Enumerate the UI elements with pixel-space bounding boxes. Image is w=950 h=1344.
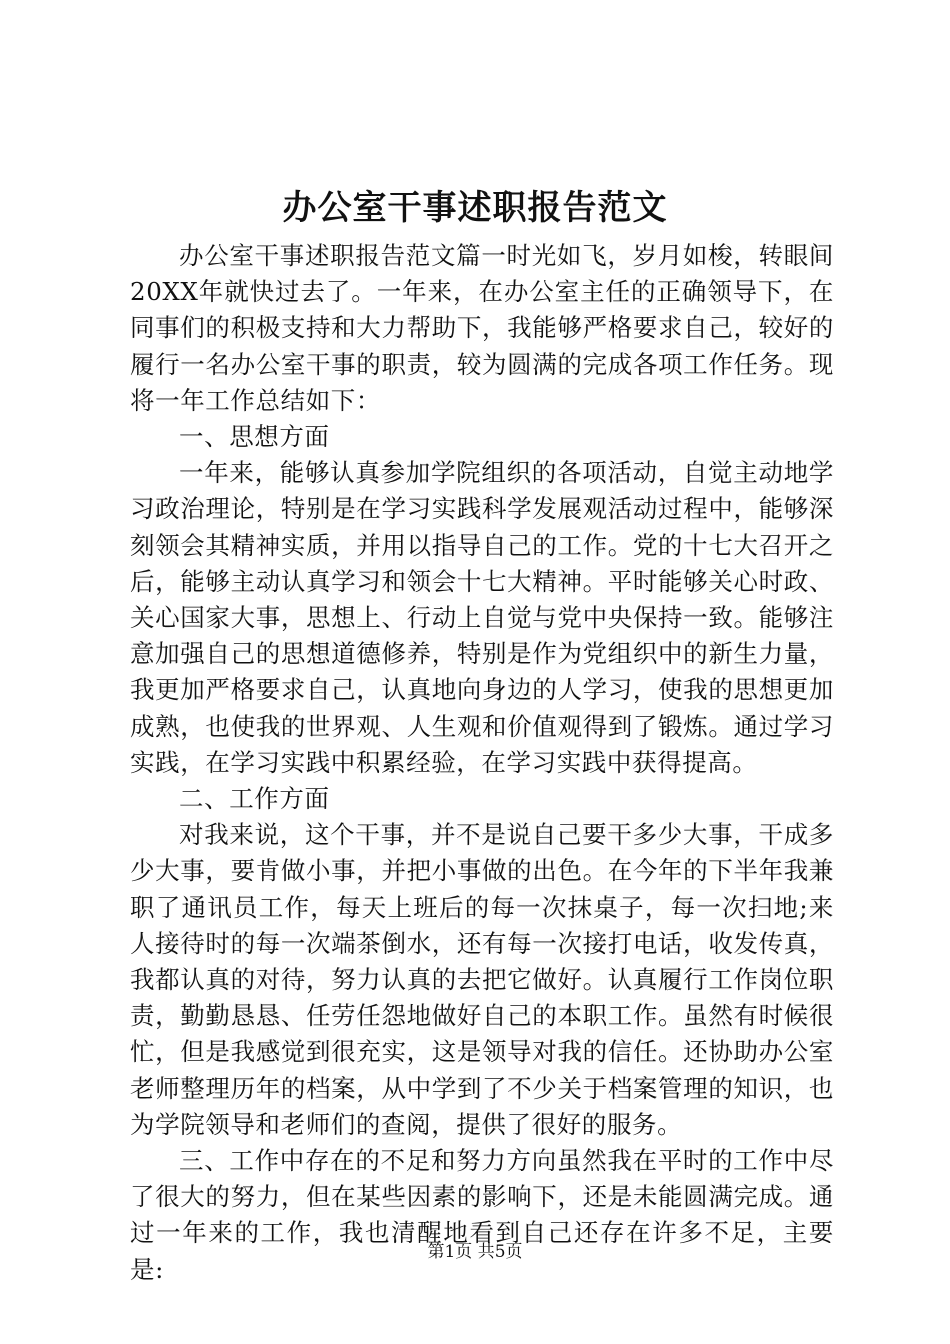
section-heading-work: 二、工作方面	[179, 784, 330, 814]
work-paragraph: 对我来说，这个干事，并不是说自己要干多少大事，干成多少大事，要肯做小事，并把小事做的出色。在今年的下半年我兼职了通讯员工作，每天上班后的每一次抹桌子，每一次扫地;来人接待时的每一次端茶倒水，还有每一次接打电话，收发传真，我都认真的对待，努力认真的去把它做好。认真履行工作岗位职责，勤勤恳恳、任劳任怨地做好自己的本职工作。虽然有时候很忙，但是我感觉到很充实，这是领导对我的信任。还协助办公室老师整理历年的档案，从中学到了不少关于档案管理的知识，也为学院领导和老师们的查阅，提供了很好的服务。	[130, 820, 834, 1139]
shortcomings-paragraph: 三、工作中存在的不足和努力方向虽然我在平时的工作中尽了很大的努力，但在某些因素的影响下，还是未能圆满完成。通过一年来的工作，我也清醒地看到自己还存在许多不足，主要是:	[130, 1146, 834, 1284]
document-body	[130, 238, 834, 1288]
page-footer: 第1页 共5页	[427, 1242, 523, 1262]
section-heading-thought: 一、思想方面	[179, 422, 330, 452]
thought-paragraph: 一年来，能够认真参加学院组织的各项活动，自觉主动地学习政治理论，特别是在学习实践科学发展观活动过程中，能够深刻领会其精神实质，并用以指导自己的工作。党的十七大召开之后，能够主动认真学习和领会十七大精神。平时能够关心时政、关心国家大事，思想上、行动上自觉与党中央保持一致。能够注意加强自己的思想道德修养，特别是作为党组织中的新生力量，我更加严格要求自己，认真地向身边的人学习，使我的思想更加成熟，也使我的世界观、人生观和价值观得到了锻炼。通过学习实践，在学习实践中积累经验，在学习实践中获得提高。	[130, 458, 834, 777]
document-title: 办公室干事述职报告范文	[282, 188, 668, 228]
intro-paragraph: 办公室干事述职报告范文篇一时光如飞，岁月如梭，转眼间20XX年就快过去了。一年来，在办公室主任的正确领导下，在同事们的积极支持和大力帮助下，我能够严格要求自己，较好的履行一名办公室干事的职责，较为圆满的完成各项工作任务。现将一年工作总结如下：	[130, 241, 834, 415]
